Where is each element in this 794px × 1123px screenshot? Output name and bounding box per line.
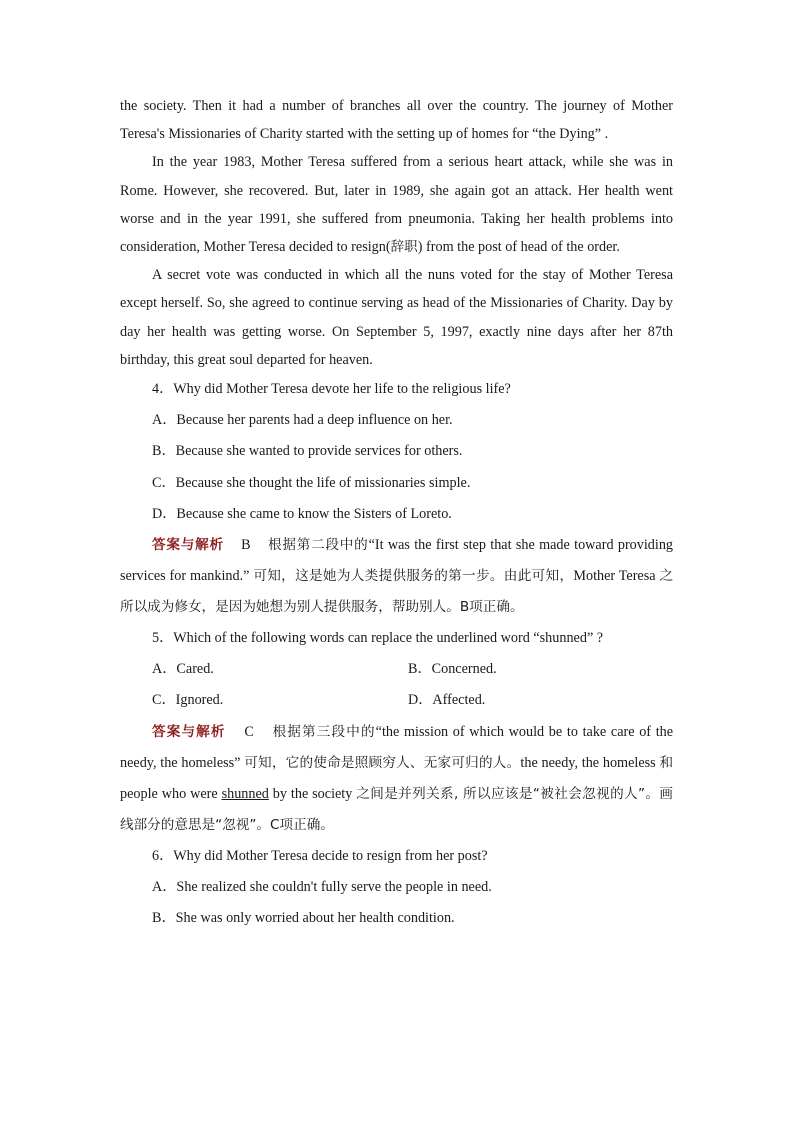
- paragraph-continuation: the society. Then it had a number of branches all over the country. The journey of Mother Teresa's Missionaries of Charity started with the setting up of homes for “the Dying” .: [120, 98, 673, 143]
- paragraph-3-chinese-gloss: 辞职: [390, 239, 418, 256]
- question-4-option-c: C．Because she thought the life of missionaries simple.: [152, 474, 471, 491]
- explanation-text: 根据第三段中的: [272, 723, 376, 740]
- question-5-option-d: D．Affected.: [408, 692, 486, 709]
- paragraph-3: [120, 148, 673, 261]
- question-4-option-d: D．Because she came to know the Sisters of Loreto.: [152, 505, 452, 522]
- explanation-quote: “the mission of which would be to take care of the needy, the homeless”: [120, 723, 674, 771]
- question-5-option-c: C．Ignored.: [152, 692, 224, 709]
- answer-label: 答案与解析: [152, 537, 224, 554]
- explanation-text: 可知，它的使命是照顾穷人、无家可归的人。: [244, 754, 521, 771]
- paragraph-4: A secret vote was conducted in which all the nuns voted for the stay of Mother Teresa except herself. So, she agreed to continue serving as head of the Missionaries of Charity. Day by day her health was getting worse. On September 5, 1997, exactly nine days after her 87th birthday, this great soul departed for heaven.: [120, 267, 673, 368]
- answer-letter: C: [244, 723, 254, 740]
- explanation-text: 之间是并列关系, 所以应该是“被社会忽视的人”。画线部分的意思是“忽视”。C项正确。: [120, 785, 673, 833]
- question-5-option-a: A．Cared.: [152, 661, 214, 678]
- answer-label: 答案与解析: [152, 723, 226, 740]
- question-4-option-b: B．Because she wanted to provide services for others.: [152, 443, 463, 460]
- question-6-option-b: B．She was only worried about her health condition.: [152, 910, 455, 927]
- explanation-text: 根据第二段中的: [267, 537, 369, 554]
- explanation-text: 和: [659, 754, 674, 771]
- question-5: 5．Which of the following words can replace the underlined word “shunned” ?: [152, 630, 604, 647]
- question-5-options-row-2: [152, 685, 673, 716]
- explanation-text: 之所以成为修女，是因为她想为别人提供服务，帮助别人。B项正确。: [120, 568, 674, 616]
- paragraph-3-text: In the year 1983, Mother Teresa suffered from a serious heart attack, while she was in Rome. However, she recovered. But, later in 1989, she again got an attack. Her health went worse and in the year 1991, she suffered from pneumonia. Taking her health problems into consideration, Mother Teresa decided to resign(: [120, 154, 673, 256]
- paragraph-3-text-end: ) from the post of head of the order.: [417, 239, 620, 256]
- answer-letter: B: [241, 537, 251, 554]
- question-6-option-a: A．She realized she couldn't fully serve the people in need.: [152, 878, 492, 895]
- question-6: 6．Why did Mother Teresa decide to resign from her post?: [152, 847, 488, 864]
- explanation-name: Mother Teresa: [573, 568, 656, 585]
- explanation-english: by the society: [272, 785, 353, 802]
- question-5-option-b: B．Concerned.: [408, 661, 497, 678]
- question-4-explanation: [120, 530, 673, 623]
- explanation-underlined-word: shunned: [221, 785, 269, 802]
- question-5-options-row-1: [152, 654, 673, 685]
- explanation-quote: “It was the first step that she made toward providing services for mankind.”: [120, 537, 674, 585]
- explanation-english: people who were: [120, 785, 218, 802]
- explanation-text: 可知，这是她为人类提供服务的第一步。由此可知，: [253, 568, 574, 585]
- question-5-explanation: [120, 717, 673, 841]
- document-page: [120, 92, 673, 934]
- explanation-english: the needy, the homeless: [520, 754, 656, 771]
- question-4-option-a: A．Because her parents had a deep influence on her.: [152, 412, 453, 429]
- question-4: 4．Why did Mother Teresa devote her life to the religious life?: [152, 381, 511, 398]
